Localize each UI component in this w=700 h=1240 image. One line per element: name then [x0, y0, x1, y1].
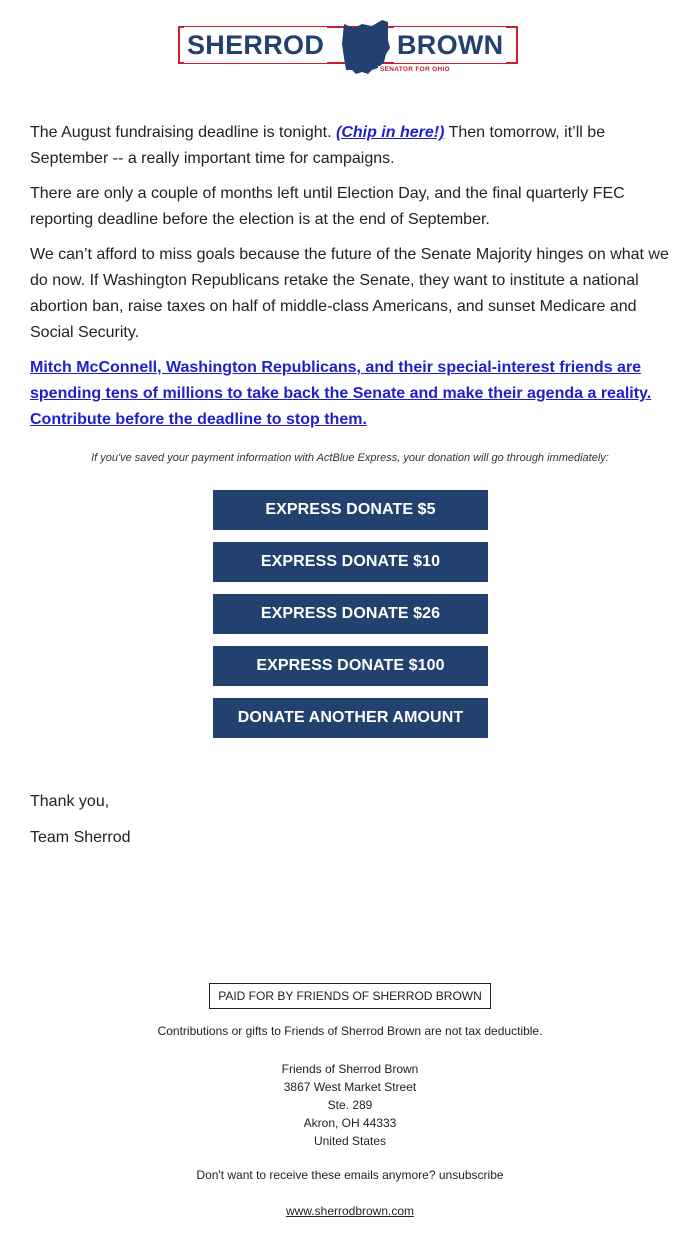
actblue-express-note: If you've saved your payment information with ActBlue Express, your donation will go through immediately:	[91, 452, 609, 464]
paid-for-disclaimer: PAID FOR BY FRIENDS OF SHERROD BROWN	[209, 983, 491, 1009]
express-donate-10-button[interactable]: EXPRESS DONATE $10	[213, 542, 488, 582]
paragraph-cta	[30, 355, 675, 433]
express-donate-26-button[interactable]: EXPRESS DONATE $26	[213, 594, 488, 634]
express-donate-100-button[interactable]: EXPRESS DONATE $100	[213, 646, 488, 686]
logo-last-name: BROWN	[394, 27, 506, 63]
mailing-address	[0, 1060, 700, 1150]
address-org: Friends of Sherrod Brown	[281, 1062, 419, 1076]
unsubscribe-link[interactable]: unsubscribe	[438, 1168, 504, 1182]
logo-tagline: SENATOR FOR OHIO	[380, 66, 450, 73]
unsubscribe-text: Don't want to receive these emails anymore?	[196, 1168, 439, 1182]
address-suite: Ste. 289	[327, 1098, 373, 1112]
signoff-team: Team Sherrod	[30, 829, 131, 846]
website-line	[0, 1204, 700, 1218]
chip-in-link[interactable]: (Chip in here!)	[335, 124, 445, 141]
paragraph-election: There are only a couple of months left until Election Day, and the final quarterly FEC reporting deadline before the election is at the end of September.	[30, 185, 625, 228]
paragraph-text: The August fundraising deadline is tonight.	[30, 124, 336, 141]
paragraph-deadline	[30, 120, 675, 172]
logo-first-name: SHERROD	[184, 27, 327, 63]
address-street: 3867 West Market Street	[283, 1080, 417, 1094]
signoff	[30, 792, 131, 848]
address-city: Akron, OH 44333	[303, 1116, 397, 1130]
donate-buttons	[213, 490, 488, 750]
paragraph-text: Then tomorrow, it’ll be September -- a really important time for campaigns.	[30, 124, 606, 167]
website-link[interactable]: www.sherrodbrown.com	[285, 1204, 415, 1218]
paragraph-senate-majority: We can’t afford to miss goals because the future of the Senate Majority hinges on what we do now. If Washington Republicans retake the Senate, they want to institute a national abortion ban, raise taxes on half of middle-class Americans, and sunset Medicare and Social Security.	[30, 246, 669, 341]
tax-deductible-note: Contributions or gifts to Friends of Sherrod Brown are not tax deductible.	[157, 1024, 543, 1038]
unsubscribe-line	[0, 1168, 700, 1182]
express-donate-5-button[interactable]: EXPRESS DONATE $5	[213, 490, 488, 530]
donate-another-amount-button[interactable]: DONATE ANOTHER AMOUNT	[213, 698, 488, 738]
address-country: United States	[313, 1134, 387, 1148]
signoff-thanks: Thank you,	[30, 793, 110, 810]
contribute-cta-link[interactable]: Mitch McConnell, Washington Republicans, and their special-interest friends are spending tens of millions to take back the Senate and make their agenda a reality. Contribute before the deadline to stop them.	[30, 359, 652, 428]
email-body	[30, 120, 675, 442]
sherrod-brown-logo	[178, 18, 522, 73]
